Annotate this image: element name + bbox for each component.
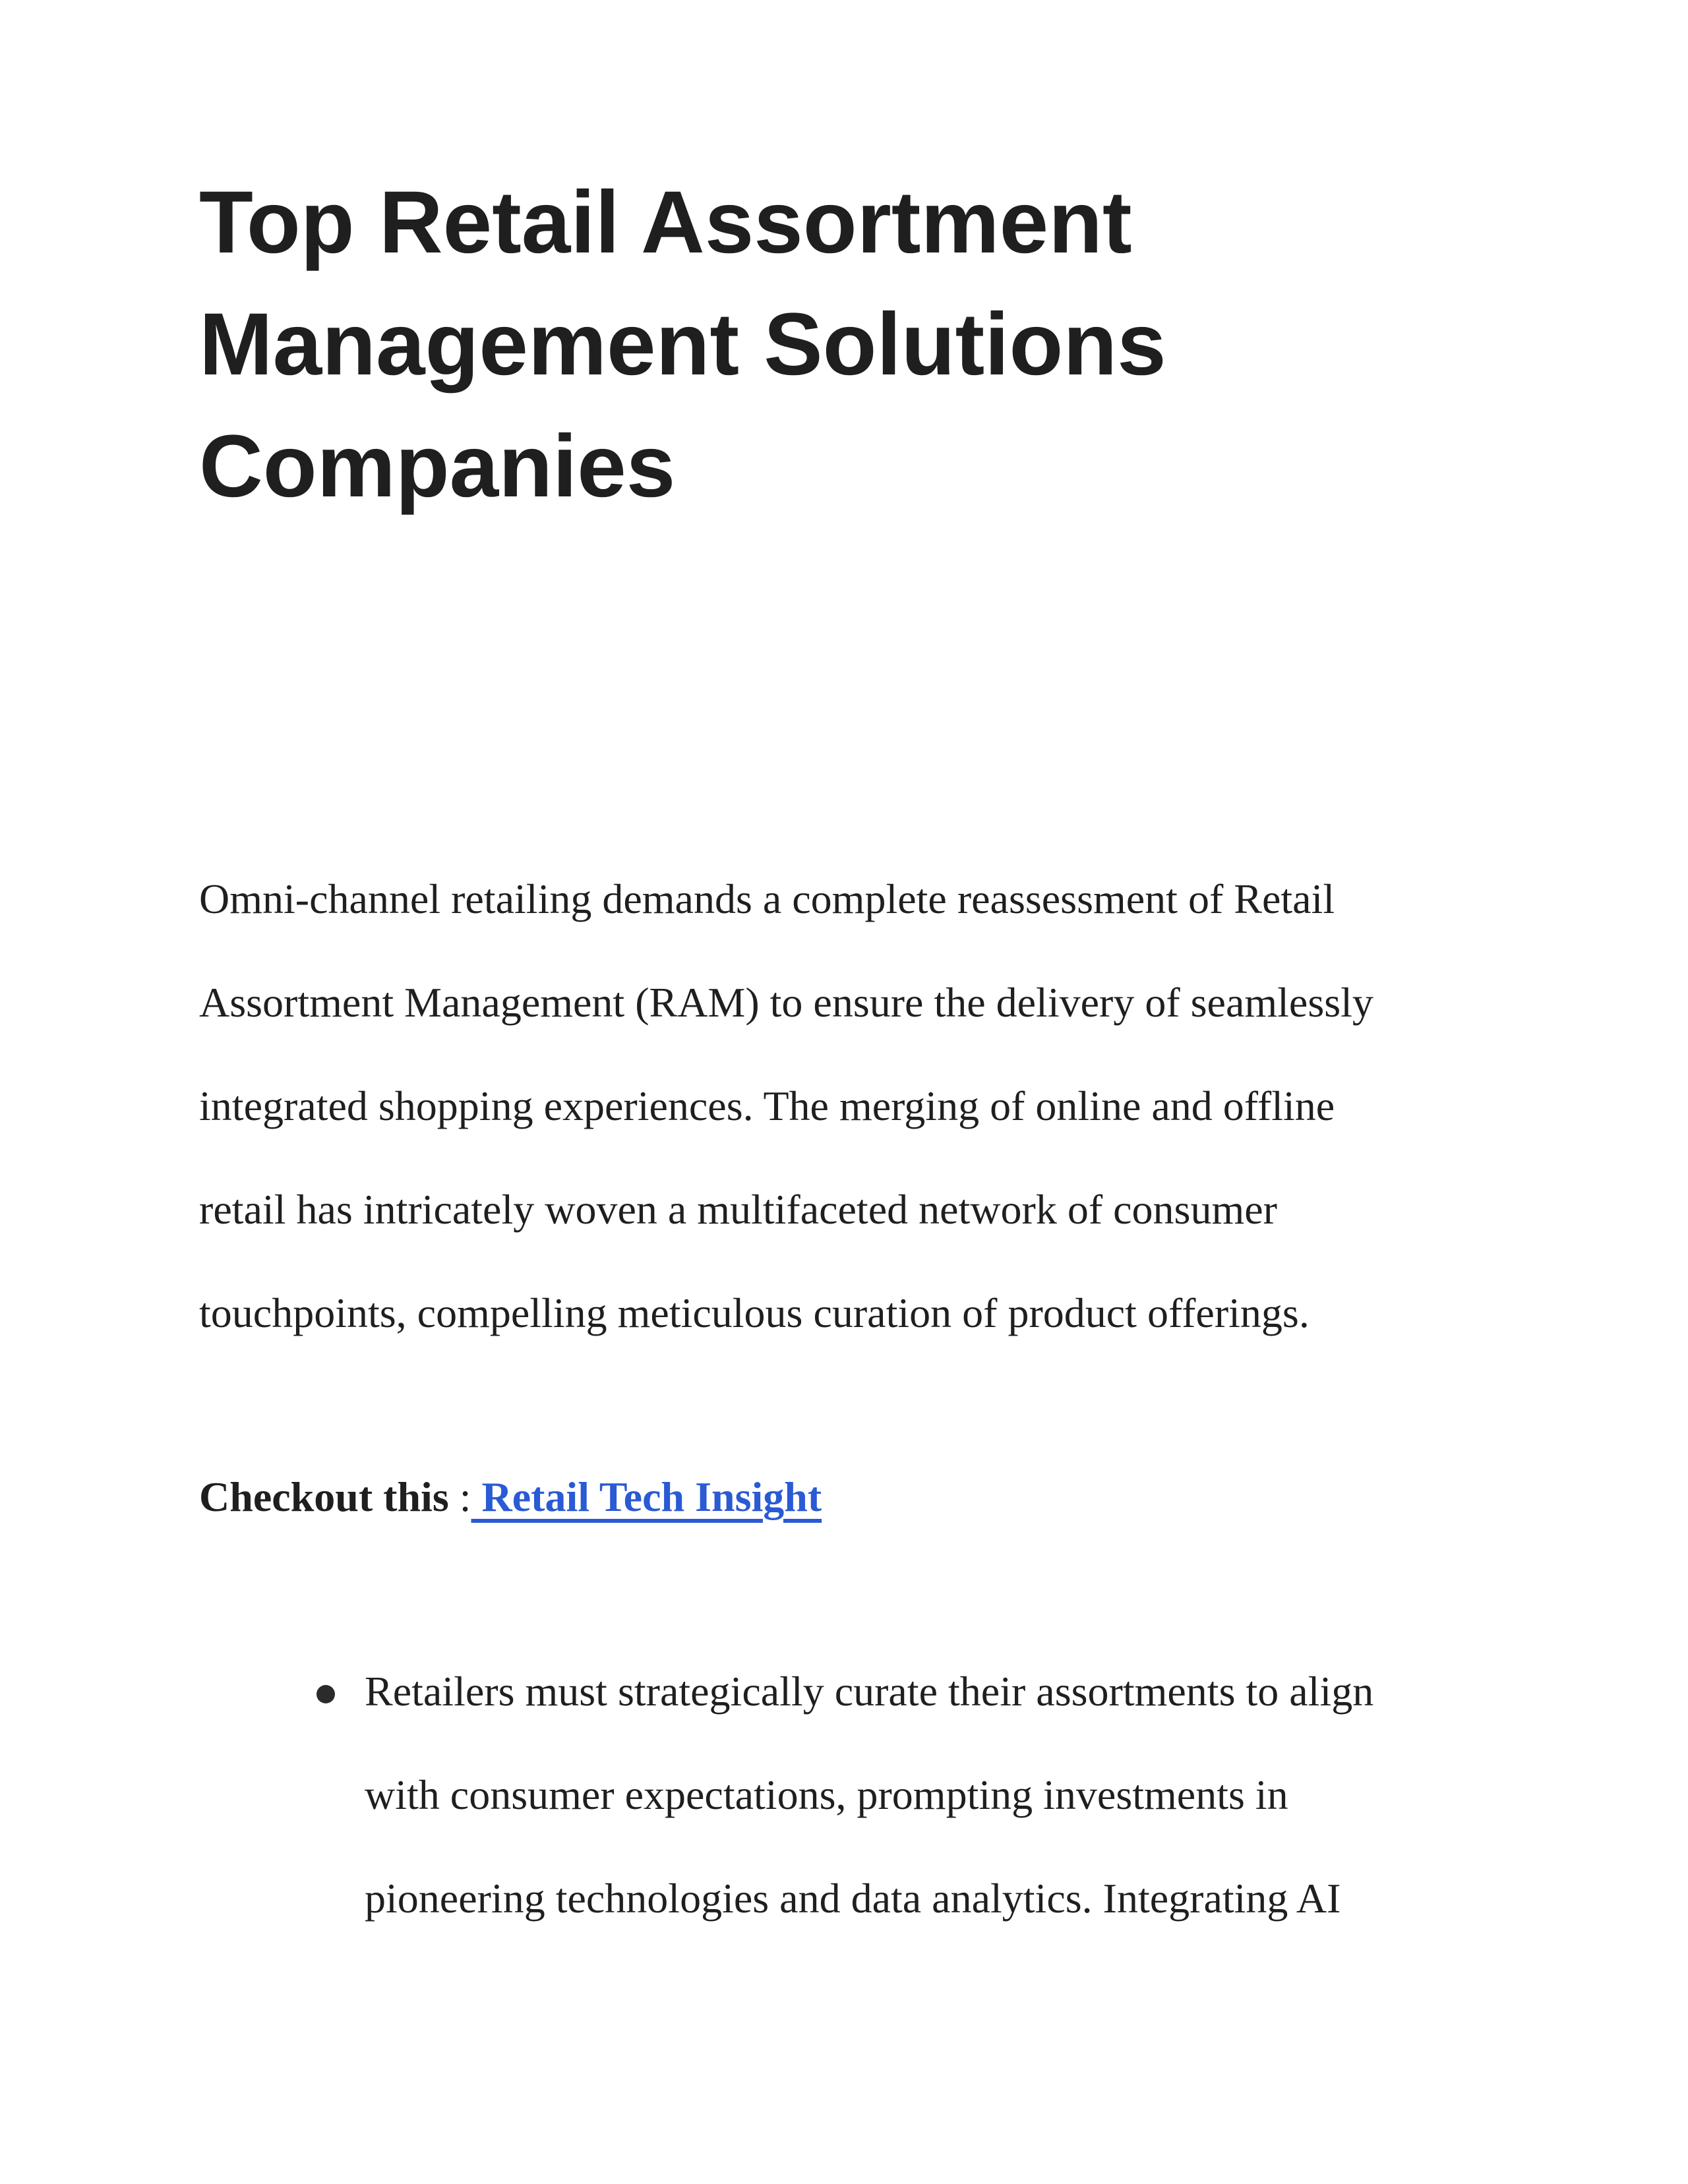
list-item-line: pioneering technologies and data analytics. Integrating AI — [365, 1875, 1341, 1922]
key-points-list — [0, 1639, 1688, 1950]
checkout-separator: : — [448, 1473, 471, 1520]
page-title-line: Companies — [199, 417, 676, 516]
list-item-line: Retailers must strategically curate their assortments to align — [365, 1668, 1374, 1715]
list-item — [199, 1639, 1490, 1950]
paragraph-line: Assortment Management (RAM) to ensure the delivery of seamlessly — [199, 979, 1373, 1026]
page-title-line: Management Solutions — [199, 295, 1166, 394]
checkout-label: Checkout this — [199, 1473, 449, 1520]
retail-tech-insight-link[interactable]: Retail Tech Insight — [471, 1473, 822, 1520]
page-title — [199, 162, 1490, 527]
list-item-line: with consumer expectations, prompting investments in — [365, 1771, 1288, 1818]
page-title-line: Top Retail Assortment — [199, 173, 1132, 272]
paragraph-line: touchpoints, compelling meticulous curation of product offerings. — [199, 1289, 1310, 1336]
bullet-icon — [316, 1685, 335, 1703]
paragraph-line: retail has intricately woven a multifaceted network of consumer — [199, 1186, 1277, 1233]
checkout-callout — [199, 1445, 1490, 1549]
paragraph-line: integrated shopping experiences. The merging of online and offline — [199, 1082, 1335, 1129]
intro-paragraph — [199, 847, 1490, 1365]
paragraph-line: Omni-channel retailing demands a complete reassessment of Retail — [199, 875, 1335, 922]
